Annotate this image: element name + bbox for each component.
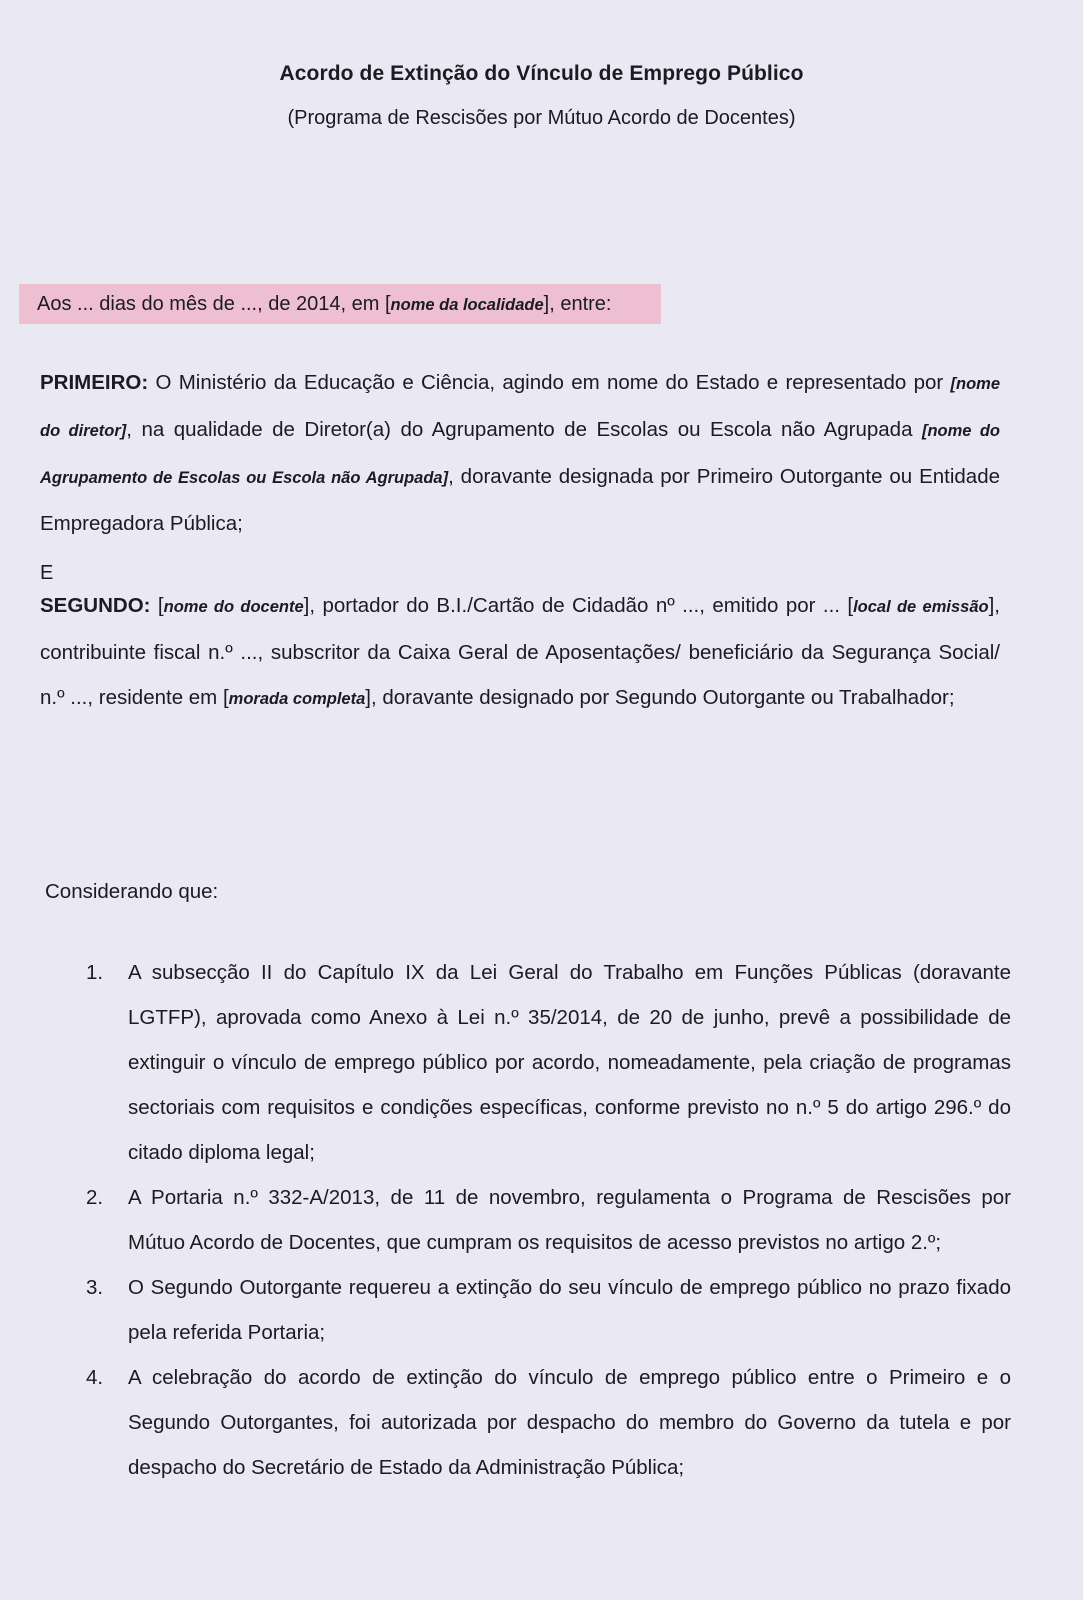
intro-text-after: ], entre: [543,293,612,315]
intro-highlight [19,284,661,324]
primeiro-label: PRIMEIRO: [40,371,149,394]
document-title: Acordo de Extinção do Vínculo de Emprego Público [279,62,804,85]
segundo-text-3: ], contribuinte fiscal n.º ..., subscritor da Caixa Geral de Aposentações/ beneficiário da Segurança Social/ n.º ..., residente em [ [40,594,1000,709]
considerations-list [86,950,1011,1490]
primeiro-placeholder-director: [nome do diretor] [40,375,1000,440]
list-item-text: A celebração do acordo de extinção do vínculo de emprego público entre o Primeiro e o Segundo Outorgantes, foi autorizada por despacho do membro do Governo da tutela e por despacho do Secretário de Estado da Administração Pública; [128,1366,1011,1479]
list-item-text: A subsecção II do Capítulo IX da Lei Geral do Trabalho em Funções Públicas (doravante LGTFP), aprovada como Anexo à Lei n.º 35/2014, de 20 de junho, prevê a possibilidade de extinguir o vínculo de emprego público por acordo, nomeadamente, pela criação de programas sectoriais com requisitos e condições específicas, conforme previsto no n.º 5 do artigo 296.º do citado diploma legal; [128,961,1011,1164]
segundo-text-4: ], doravante designado por Segundo Outorgante ou Trabalhador; [365,686,955,709]
list-item [86,1265,1011,1355]
segundo-paragraph [40,583,1000,722]
segundo-label: SEGUNDO: [40,594,151,617]
primeiro-text-1: O Ministério da Educação e Ciência, agindo em nome do Estado e representado por [148,371,951,394]
list-item-text: A Portaria n.º 332-A/2013, de 11 de novembro, regulamenta o Programa de Rescisões por Mútuo Acordo de Docentes, que cumpram os requisitos de acesso previstos no artigo 2.º; [128,1186,1011,1254]
segundo-text-2: ], portador do B.I./Cartão de Cidadão nº ..., emitido por ... [ [303,594,854,617]
conjunction-e: E [40,562,54,584]
primeiro-paragraph [40,360,1000,546]
primeiro-text-3: , doravante designada por Primeiro Outorgante ou Entidade Empregadora Pública; [40,465,1000,535]
segundo-placeholder-issue-place: local de emissão [853,598,989,616]
primeiro-placeholder-school: [nome do Agrupamento de Escolas ou Escola não Agrupada] [40,422,1000,487]
segundo-placeholder-name: nome do docente [163,598,304,616]
list-item-number: 2. [86,1186,104,1209]
intro-placeholder: nome da localidade [390,296,544,314]
segundo-text-1: [ [150,594,164,617]
considering-heading: Considerando que: [45,880,219,903]
list-item-number: 1. [86,961,104,984]
primeiro-text-2: , na qualidade de Diretor(a) do Agrupamento de Escolas ou Escola não Agrupada [126,418,922,441]
list-item [86,1355,1011,1490]
document-subtitle: (Programa de Rescisões por Mútuo Acordo de Docentes) [287,107,796,129]
list-item [86,950,1011,1175]
list-item-text: O Segundo Outorgante requereu a extinção do seu vínculo de emprego público no prazo fixado pela referida Portaria; [128,1276,1011,1344]
segundo-placeholder-address: morada completa [228,690,366,708]
list-item [86,1175,1011,1265]
list-item-number: 4. [86,1366,104,1389]
list-item-number: 3. [86,1276,104,1299]
intro-text-before: Aos ... dias do mês de ..., de 2014, em [ [37,293,391,315]
